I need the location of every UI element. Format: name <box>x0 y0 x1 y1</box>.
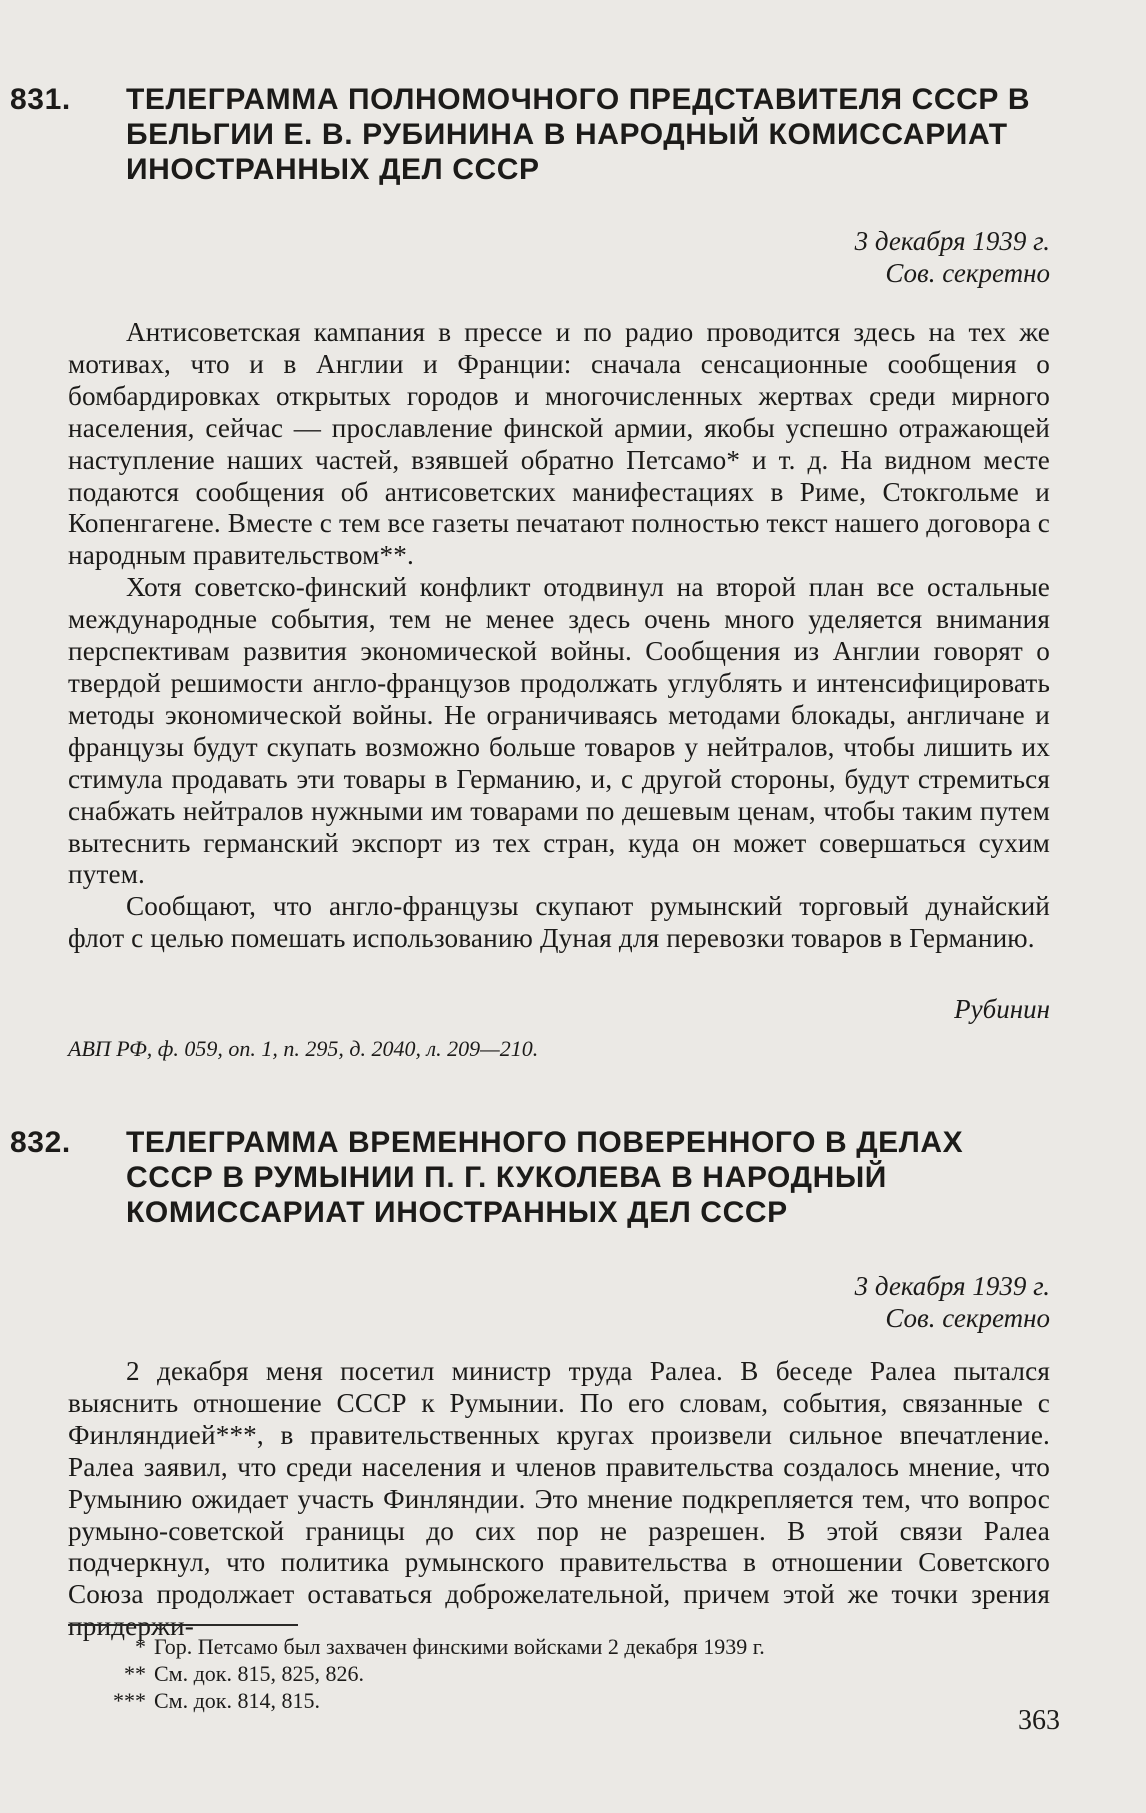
footnote-text: Гор. Петсамо был захвачен финскими войсками 2 декабря 1939 г. <box>154 1634 765 1659</box>
footnote-mark: * <box>135 1634 146 1659</box>
doc-832-heading <box>10 1125 1050 1230</box>
footnote <box>68 1688 320 1714</box>
doc-831-paragraph: Сообщают, что англо-французы скупают румынский торговый дунайский флот с целью помешать использованию Дуная для перевозки товаров в Германию. <box>68 891 1050 954</box>
footnote-mark: *** <box>113 1688 146 1713</box>
doc-831-signature: Рубинин <box>954 994 1050 1025</box>
doc-832-paragraph: 2 декабря меня посетил министр труда Ралеа. В беседе Ралеа пытался выяснить отношение СССР к Румынии. По его словам, события, связанные с Финляндией***, в правительственных кругах произвели сильное впечатление. Ралеа заявил, что среди населения и членов правительства создалось мнение, что Румынию ожидает участь Финляндии. Это мнение подкрепляется тем, что вопрос румыно-советской границы до сих пор не разрешен. В этой связи Ралеа подчеркнул, что политика румынского правительства в отношении Советского Союза продолжает оставаться доброжелательной, причем этой же точки зрения придержи- <box>68 1356 1050 1642</box>
doc-831-paragraph: Антисоветская кампания в прессе и по радио проводится здесь на тех же мотивах, что и в Англии и Франции: сначала сенсационные сообщения о бомбардировках открытых городов и многочисленных жертвах среди мирного населения, сейчас — прославление финской армии, якобы успешно отражающей наступление наших частей, взявшей обратно Петсамо* и т. д. На видном месте подаются сообщения об антисоветских манифестациях в Риме, Стокгольме и Копенгагене. Вместе с тем все газеты печатают полностью текст нашего договора с народным правительством**. <box>68 317 1050 571</box>
footnote-divider <box>68 1624 298 1626</box>
doc-832-classification: Сов. секретно <box>885 1303 1050 1333</box>
doc-831-classification: Сов. секретно <box>885 258 1050 288</box>
doc-832-date: 3 декабря 1939 г. <box>854 1271 1050 1301</box>
doc-832-number: 832. <box>10 1126 71 1159</box>
doc-831 <box>10 82 1050 1063</box>
footnote <box>68 1634 765 1660</box>
footnote-text: См. док. 814, 815. <box>154 1688 320 1713</box>
footnote <box>68 1661 364 1687</box>
doc-831-body <box>68 317 1050 955</box>
doc-831-number: 831. <box>10 83 71 116</box>
doc-832-body <box>68 1356 1050 1643</box>
page-number: 363 <box>1018 1705 1060 1736</box>
doc-831-title: ТЕЛЕГРАММА ПОЛНОМОЧНОГО ПРЕДСТАВИТЕЛЯ СССР В БЕЛЬГИИ Е. В. РУБИНИНА В НАРОДНЫЙ КОМИССАРИАТ ИНОСТРАННЫХ ДЕЛ СССР <box>126 83 1031 186</box>
doc-831-archive-ref: АВП РФ, ф. 059, оп. 1, п. 295, д. 2040, л. 209—210. <box>68 1036 539 1062</box>
footnote-text: См. док. 815, 825, 826. <box>154 1661 364 1686</box>
doc-832-title: ТЕЛЕГРАММА ВРЕМЕННОГО ПОВЕРЕННОГО В ДЕЛАХ СССР В РУМЫНИИ П. Г. КУКОЛЕВА В НАРОДНЫЙ КОМИССАРИАТ ИНОСТРАННЫХ ДЕЛ СССР <box>126 1126 964 1229</box>
doc-832 <box>10 1125 1050 1643</box>
doc-831-date: 3 декабря 1939 г. <box>854 226 1050 256</box>
doc-831-paragraph: Хотя советско-финский конфликт отодвинул на второй план все остальные международные события, тем не менее здесь очень много уделяется внимания перспективам развития экономической войны. Сообщения из Англии говорят о твердой решимости англо-французов продолжать углублять и интенсифицировать методы экономической войны. Не ограничиваясь методами блокады, англичане и французы будут скупать возможно больше товаров у нейтралов, чтобы лишить их стимула продавать эти товары в Германию, и, с другой стороны, будут стремиться снабжать нейтралов нужными им товарами по дешевым ценам, чтобы таким путем вытеснить германский экспорт из тех стран, куда он может совершаться сухим путем. <box>68 572 1050 890</box>
doc-831-heading <box>10 82 1050 187</box>
footnote-mark: ** <box>124 1661 146 1686</box>
